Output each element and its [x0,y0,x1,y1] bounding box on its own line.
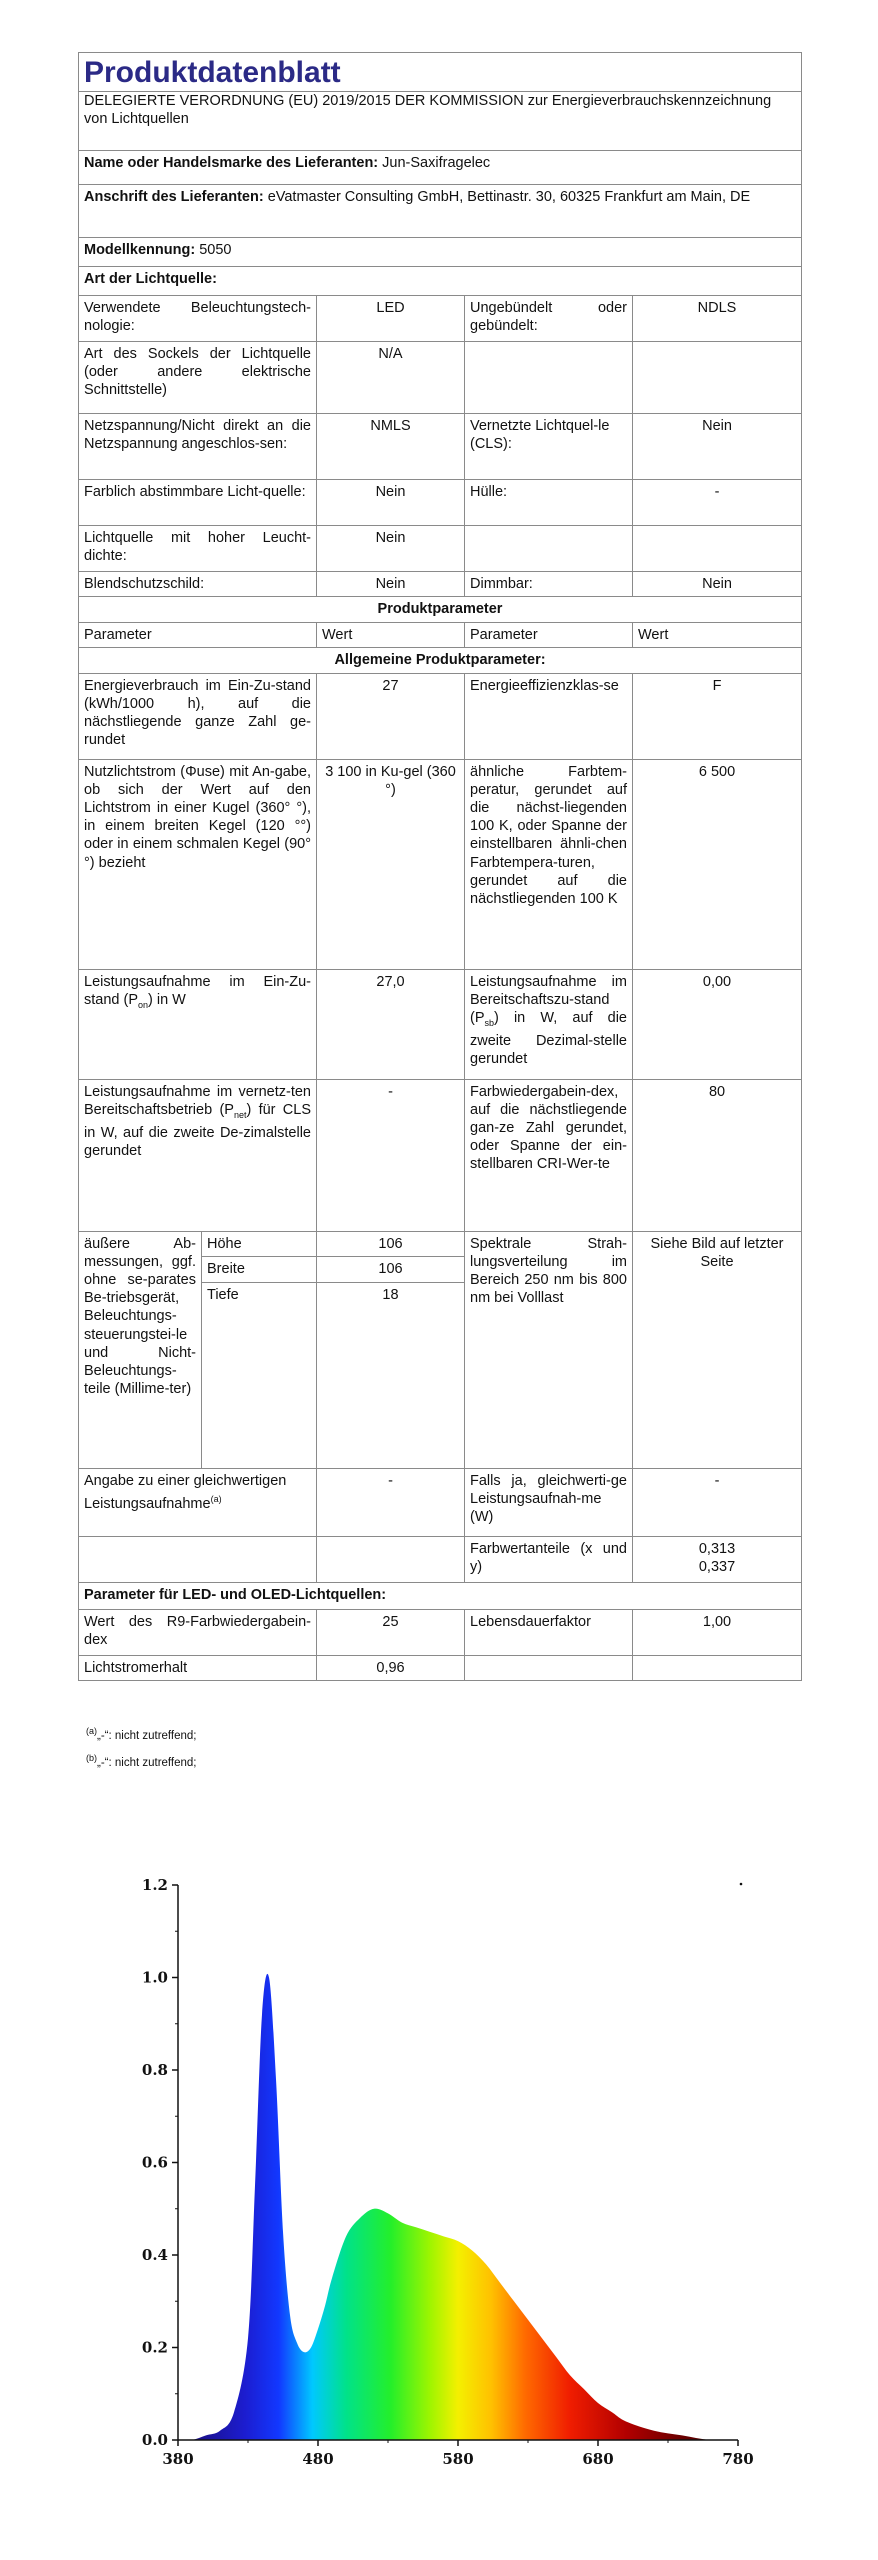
type-row-value: NMLS [317,414,465,480]
address-label: Anschrift des Lieferanten: [84,189,264,205]
type-row [79,414,802,480]
spectrum-area [178,1974,738,2440]
chromaticity-label: Farbwertanteile (x und y) [465,1536,633,1582]
x-tick-label: 580 [442,2450,474,2468]
dim-width-label: Breite [202,1257,317,1283]
chromaticity-y: 0,337 [698,1558,736,1575]
address-value: eVatmaster Consulting GmbH, Bettinastr. 30, 60325 Frankfurt am Main, DE [267,189,751,205]
general-row-value-2: 6 500 [633,759,802,969]
supplier-label: Name oder Handelsmarke des Lieferanten: [84,155,379,171]
general-row-label-2: Farbwiedergabein-dex, auf die nächstliegende gan-ze Zahl gerundet, oder Spanne der ein-stellbaren CRI-Wer-te [465,1079,633,1231]
general-row [79,673,802,759]
led-header: Parameter für LED- und OLED-Lichtquellen: [79,1582,802,1609]
corner-dot [740,1883,743,1886]
general-row [79,759,802,969]
x-tick-label: 380 [162,2450,194,2468]
chromaticity-x: 0,313 [698,1540,736,1557]
type-row-label: Blendschutzschild: [79,572,317,597]
dim-depth-label: Tiefe [202,1282,317,1468]
type-row [79,342,802,414]
footnotes [86,1720,197,1774]
type-row [79,480,802,526]
equivalent-row [79,1468,802,1536]
type-row-value: LED [317,296,465,342]
type-row-label: Verwendete Beleuchtungstech-nologie: [79,296,317,342]
col-param-2: Parameter [465,623,633,648]
type-row-label-2: Vernetzte Lichtquel-le (CLS): [465,414,633,480]
led-row-value-2: 1,00 [633,1609,802,1655]
general-row-label-2: ähnliche Farbtem-peratur, gerundet auf die nächst-liegenden 100 K, oder Spanne der einstellbaren ähnli-chen Farbtempera-turen, gerundet auf die nächstliegenden 100 K [465,759,633,969]
regulation-row [79,92,802,151]
supplier-value: Jun-Saxifragelec [382,155,491,171]
product-data-table [78,52,802,1681]
y-tick-label: 0.8 [141,2061,168,2079]
type-row-label: Farblich abstimmbare Licht-quelle: [79,480,317,526]
general-row-label: Energieverbrauch im Ein-Zu-stand (kWh/1000 h), auf die nächstliegende ganze Zahl ge-rundet [79,673,317,759]
address-row [79,185,802,238]
type-row-label-2 [465,342,633,414]
x-tick-label: 480 [302,2450,334,2468]
type-row-value-2 [633,342,802,414]
general-row-value-2: 0,00 [633,969,802,1079]
type-row-value: Nein [317,480,465,526]
type-row-value: N/A [317,342,465,414]
equivalent-value: - [317,1468,465,1536]
led-row-value: 25 [317,1609,465,1655]
regulation-text: DELEGIERTE VERORDNUNG (EU) 2019/2015 DER KOMMISSION zur Energieverbrauchskennzeichnung von Lichtquellen [84,93,772,128]
type-row-label: Netzspannung/Nicht direkt an die Netzspannung angeschlos-sen: [79,414,317,480]
general-header: Allgemeine Produktparameter: [79,648,802,673]
spectrum-value: Siehe Bild auf letzter Seite [633,1231,802,1468]
chromaticity-row [79,1536,802,1582]
general-row-label: Leistungsaufnahme im Ein-Zu-stand $(P_{on})$ in W [79,969,317,1079]
general-row-label: Leistungsaufnahme im vernetz-ten Bereitschaftsbetrieb $(P_{net})$ für CLS in W, auf die zweite De-zimalstelle gerundet [79,1079,317,1231]
model-label: Modellkennung: [84,242,196,258]
type-row-label: Lichtquelle mit hoher Leucht-dichte: [79,526,317,572]
type-row-label-2: Ungebündelt oder gebündelt: [465,296,633,342]
type-row-value-2: Nein [633,572,802,597]
led-row-label-2 [465,1655,633,1680]
general-row-label: Nutzlichtstrom (Φuse) mit An-gabe, ob sich der Wert auf den Lichtstrom in einer Kugel (360° °), in einem breiten Kegel (120 °°) oder in einem schmalen Kegel (90° °) bezieht [79,759,317,969]
spectrum-label: Spektrale Strah-lungsverteilung im Bereich 250 nm bis 800 nm bei Volllast [465,1231,633,1468]
general-row [79,969,802,1079]
led-row-value-2 [633,1655,802,1680]
model-value: 5050 [199,242,232,258]
general-row-value-2: 80 [633,1079,802,1231]
general-row-value: 27 [317,673,465,759]
model-row [79,238,802,267]
dim-height-value: 106 [317,1231,465,1257]
product-params-header-row [79,597,802,623]
led-row [79,1609,802,1655]
y-tick-label: 1.0 [141,1968,168,1987]
y-tick-label: 0.4 [141,2246,168,2264]
type-row-value: Nein [317,526,465,572]
general-row-value: 3 100 in Ku-gel (360 °) [317,759,465,969]
general-row-value: 27,0 [317,969,465,1079]
title-row [79,53,802,92]
led-row-label: Lichtstromerhalt [79,1655,317,1680]
type-row-value-2: - [633,480,802,526]
footnote-a: $^{(a)}$„-“: nicht zutreffend; [86,1726,197,1742]
type-header: Art der Lichtquelle: [79,267,802,296]
col-value-2: Wert [633,623,802,648]
supplier-row [79,151,802,185]
type-row-label-2 [465,526,633,572]
product-params-header: Produktparameter [79,597,802,623]
footnote-b: $^{(b)}$„-“: nicht zutreffend; [86,1752,197,1769]
column-header-row [79,623,802,648]
general-row-value: - [317,1079,465,1231]
type-row-value-2: Nein [633,414,802,480]
chromaticity-value [633,1536,802,1582]
dimensions-row [79,1231,802,1257]
spectrum-chart [78,1850,778,2490]
general-row-value-2: F [633,673,802,759]
general-row [79,1079,802,1231]
type-row-label-2: Hülle: [465,480,633,526]
type-row-value-2 [633,526,802,572]
type-row-label: Art des Sockels der Lichtquelle (oder andere elektrische Schnittstelle) [79,342,317,414]
page-title: Produktdatenblatt [84,56,341,89]
y-tick-label: 0.0 [141,2431,168,2449]
equivalent-label-2: Falls ja, gleichwerti-ge Leistungsaufnah-me (W) [465,1468,633,1536]
type-row [79,296,802,342]
col-value-1: Wert [317,623,465,648]
col-param-1: Parameter [79,623,317,648]
general-row-label-2: Leistungsaufnahme im Bereitschaftszu-stand $(P_{sb})$ in W, auf die zweite Dezimal-stelle gerundet [465,969,633,1079]
type-row [79,526,802,572]
dim-height-label: Höhe [202,1231,317,1257]
dim-depth-value: 18 [317,1282,465,1468]
equivalent-label: Angabe zu einer gleichwertigen Leistungsaufnahme$^{(a)}$ [79,1468,317,1536]
dimensions-label: äußere Ab-messungen, ggf. ohne se-parates Be-triebsgerät, Beleuchtungs-steuerungstei-le und Nicht-Beleuchtungs-teile (Millime-ter) [79,1231,202,1468]
type-header-row [79,267,802,296]
type-row-label-2: Dimmbar: [465,572,633,597]
general-row-label-2: Energieeffizienzklas-se [465,673,633,759]
led-row-value: 0,96 [317,1655,465,1680]
led-row-label: Wert des R9-Farbwiedergabein-dex [79,1609,317,1655]
equivalent-value-2: - [633,1468,802,1536]
led-header-row [79,1582,802,1609]
y-tick-label: 0.2 [141,2338,168,2357]
y-tick-label: 0.6 [141,2153,168,2172]
type-row-value-2: NDLS [633,296,802,342]
product-data-sheet [78,52,801,1681]
x-tick-label: 780 [722,2450,754,2468]
dim-width-value: 106 [317,1257,465,1283]
type-row-value: Nein [317,572,465,597]
led-row [79,1655,802,1680]
y-tick-label: 1.2 [141,1876,168,1894]
general-header-row [79,648,802,673]
type-row [79,572,802,597]
x-tick-label: 680 [582,2450,614,2468]
led-row-label-2: Lebensdauerfaktor [465,1609,633,1655]
